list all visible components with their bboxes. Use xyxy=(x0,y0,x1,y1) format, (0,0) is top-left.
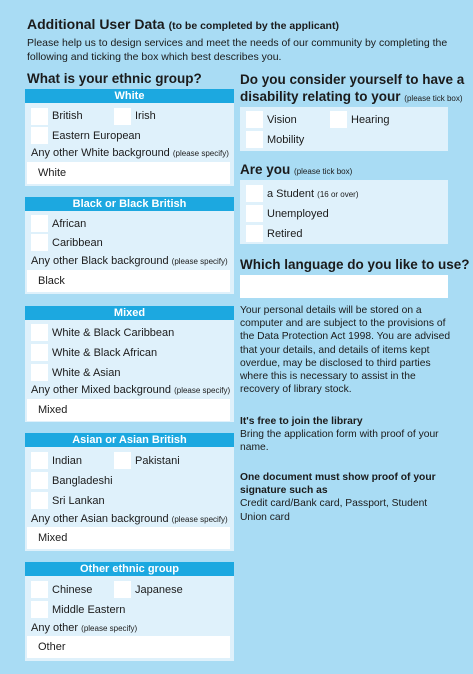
asian-other-field[interactable]: Mixed xyxy=(27,527,230,549)
privacy-notice: Your personal details will be stored on a computer and are subject to the provisions of the Data Protection Act 1998. You are advised that your details, and details of items kept overdue, may be disclosed to third parties where this is necessary to assist in the recovery of library stock. xyxy=(240,305,451,396)
japanese-checkbox[interactable] xyxy=(114,581,131,598)
sri-lankan-label: Sri Lankan xyxy=(52,495,105,507)
mixed-heading: Mixed xyxy=(25,306,234,320)
indian-checkbox[interactable] xyxy=(31,452,48,469)
british-checkbox[interactable] xyxy=(31,108,48,125)
status-hint: (please tick box) xyxy=(294,167,353,176)
white-asian-checkbox[interactable] xyxy=(31,364,48,381)
white-heading: White xyxy=(25,89,234,103)
hearing-checkbox[interactable] xyxy=(330,111,347,128)
white-black-african-checkbox[interactable] xyxy=(31,344,48,361)
eastern-european-checkbox[interactable] xyxy=(31,127,48,144)
mixed-other-field[interactable]: Mixed xyxy=(27,399,230,421)
disability-question-line2: disability relating to your (please tick box) xyxy=(240,89,463,104)
student-checkbox[interactable] xyxy=(246,185,263,202)
student-hint: (16 or over) xyxy=(317,190,359,199)
caribbean-label: Caribbean xyxy=(52,237,103,249)
form-title: Additional User Data (to be completed by the applicant) xyxy=(27,16,339,32)
join-text: Bring the application form with proof of your name. xyxy=(240,429,439,454)
intro-text: Please help us to design services and meet the needs of our community by completing the following and ticking the box which best describes you. xyxy=(27,37,448,63)
asian-heading: Asian or Asian British xyxy=(25,433,234,447)
eastern-european-label: Eastern European xyxy=(52,130,141,142)
chinese-checkbox[interactable] xyxy=(31,581,48,598)
vision-label: Vision xyxy=(267,114,297,126)
bangladeshi-label: Bangladeshi xyxy=(52,475,113,487)
proof-heading: One document must show proof of your signature such as xyxy=(240,472,436,497)
black-other-field[interactable]: Black xyxy=(27,270,230,292)
unemployed-label: Unemployed xyxy=(267,208,329,220)
other-other-field[interactable]: Other xyxy=(27,636,230,658)
retired-label: Retired xyxy=(267,228,303,240)
sri-lankan-checkbox[interactable] xyxy=(31,492,48,509)
white-panel xyxy=(25,89,234,186)
status-panel xyxy=(240,180,448,244)
middle-eastern-label: Middle Eastern xyxy=(52,604,126,616)
disability-question-line1: Do you consider yourself to have a xyxy=(240,72,465,87)
disability-panel xyxy=(240,107,448,151)
other-other-hint: (please specify) xyxy=(81,624,138,633)
irish-label: Irish xyxy=(135,110,156,122)
status-question: Are you (please tick box) xyxy=(240,162,353,177)
white-black-caribbean-checkbox[interactable] xyxy=(31,324,48,341)
middle-eastern-checkbox[interactable] xyxy=(31,601,48,618)
black-panel xyxy=(25,197,234,294)
black-other-hint: (please specify) xyxy=(171,257,228,266)
pakistani-checkbox[interactable] xyxy=(114,452,131,469)
mixed-other-hint: (please specify) xyxy=(174,386,231,395)
asian-other-label: Any other Asian background (please specify) xyxy=(31,513,228,525)
disability-hint: (please tick box) xyxy=(404,94,463,103)
mixed-other-label: Any other Mixed background (please specify) xyxy=(31,384,231,396)
pakistani-label: Pakistani xyxy=(135,455,180,467)
join-heading: It's free to join the library xyxy=(240,416,363,427)
other-heading: Other ethnic group xyxy=(25,562,234,576)
mobility-label: Mobility xyxy=(267,134,305,146)
other-other-label: Any other (please specify) xyxy=(31,622,138,634)
other-panel xyxy=(25,562,234,661)
white-other-hint: (please specify) xyxy=(172,149,229,158)
indian-label: Indian xyxy=(52,455,82,467)
ethnic-question: What is your ethnic group? xyxy=(27,71,202,86)
white-black-african-label: White & Black African xyxy=(52,347,158,359)
proof-section xyxy=(240,471,452,524)
asian-panel xyxy=(25,433,234,551)
mixed-panel xyxy=(25,306,234,422)
japanese-label: Japanese xyxy=(135,584,183,596)
british-label: British xyxy=(52,110,83,122)
student-label: a Student (16 or over) xyxy=(267,188,359,200)
language-field[interactable] xyxy=(240,275,448,298)
african-checkbox[interactable] xyxy=(31,215,48,232)
mobility-checkbox[interactable] xyxy=(246,131,263,148)
vision-checkbox[interactable] xyxy=(246,111,263,128)
retired-checkbox[interactable] xyxy=(246,225,263,242)
hearing-label: Hearing xyxy=(351,114,390,126)
language-question: Which language do you like to use? xyxy=(240,257,470,272)
bangladeshi-checkbox[interactable] xyxy=(31,472,48,489)
unemployed-checkbox[interactable] xyxy=(246,205,263,222)
white-other-label: Any other White background (please specify) xyxy=(31,147,229,159)
form-subtitle: (to be completed by the applicant) xyxy=(168,20,339,32)
african-label: African xyxy=(52,218,87,230)
white-asian-label: White & Asian xyxy=(52,367,121,379)
chinese-label: Chinese xyxy=(52,584,93,596)
asian-other-hint: (please specify) xyxy=(171,515,228,524)
white-other-field[interactable]: White xyxy=(27,162,230,184)
caribbean-checkbox[interactable] xyxy=(31,234,48,251)
black-heading: Black or Black British xyxy=(25,197,234,211)
proof-text: Credit card/Bank card, Passport, Student Union card xyxy=(240,498,428,523)
join-section xyxy=(240,415,452,455)
white-black-caribbean-label: White & Black Caribbean xyxy=(52,327,175,339)
irish-checkbox[interactable] xyxy=(114,108,131,125)
black-other-label: Any other Black background (please specify) xyxy=(31,255,228,267)
